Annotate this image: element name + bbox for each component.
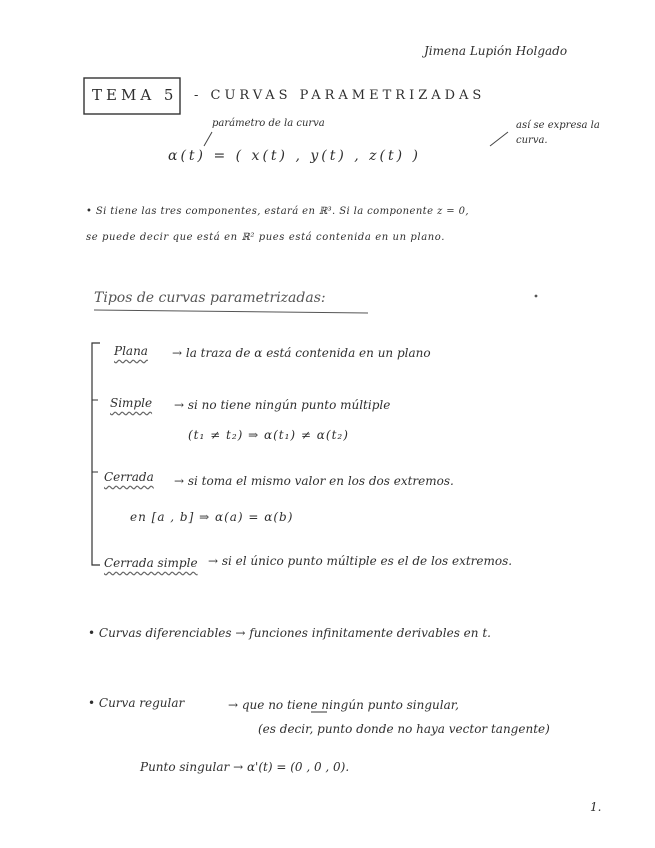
annotation-arrow-left: [204, 132, 212, 146]
author-name: Jimena Lupión Holgado: [424, 44, 568, 58]
note-line-2: se puede decir que está en ℝ² pues está contenida en un plano.: [86, 232, 446, 243]
type-simple-label: Simple: [110, 396, 153, 410]
section-title: Tipos de curvas parametrizadas:: [94, 290, 326, 306]
type-cerrada-formula: en [a , b] ⇒ α(a) = α(b): [130, 510, 294, 524]
type-plana-desc: → la traza de α está contenida en un plano: [172, 346, 431, 360]
curva-regular-desc: → que no tiene ningún punto singular,: [228, 698, 459, 712]
curve-formula: α(t) = ( x(t) , y(t) , z(t) ): [168, 148, 421, 164]
stray-dot: [535, 295, 538, 298]
curva-regular-note: (es decir, punto donde no haya vector tangente): [258, 722, 550, 736]
note-line-1: • Si tiene las tres componentes, estará en ℝ³. Si la componente z = 0,: [86, 206, 469, 217]
curvas-diferenciables: • Curvas diferenciables → funciones infinitamente derivables en t.: [88, 626, 491, 640]
title-tema: TEMA 5: [92, 86, 178, 104]
annotation-arrow-right: [490, 132, 508, 146]
curva-regular-label: • Curva regular: [88, 696, 185, 710]
annotation-parameter: parámetro de la curva: [212, 118, 325, 129]
title-text: - CURVAS PARAMETRIZADAS: [194, 88, 486, 103]
types-bracket: [92, 343, 100, 565]
page-number: 1.: [590, 800, 602, 814]
punto-singular: Punto singular → α'(t) = (0 , 0 , 0).: [140, 760, 350, 774]
type-simple-formula: (t₁ ≠ t₂) ⇒ α(t₁) ≠ α(t₂): [188, 428, 349, 442]
type-cerrada-label: Cerrada: [104, 470, 154, 484]
type-cerrada-simple-desc: → si el único punto múltiple es el de los extremos.: [208, 554, 513, 568]
type-cerrada-desc: → si toma el mismo valor en los dos extremos.: [174, 474, 454, 488]
annotation-expressed: así se expresa la curva.: [516, 120, 600, 146]
type-plana-label: Plana: [114, 344, 148, 358]
type-simple-desc: → si no tiene ningún punto múltiple: [174, 398, 391, 412]
type-cerrada-simple-label: Cerrada simple: [104, 556, 198, 570]
section-underline: [94, 310, 368, 313]
